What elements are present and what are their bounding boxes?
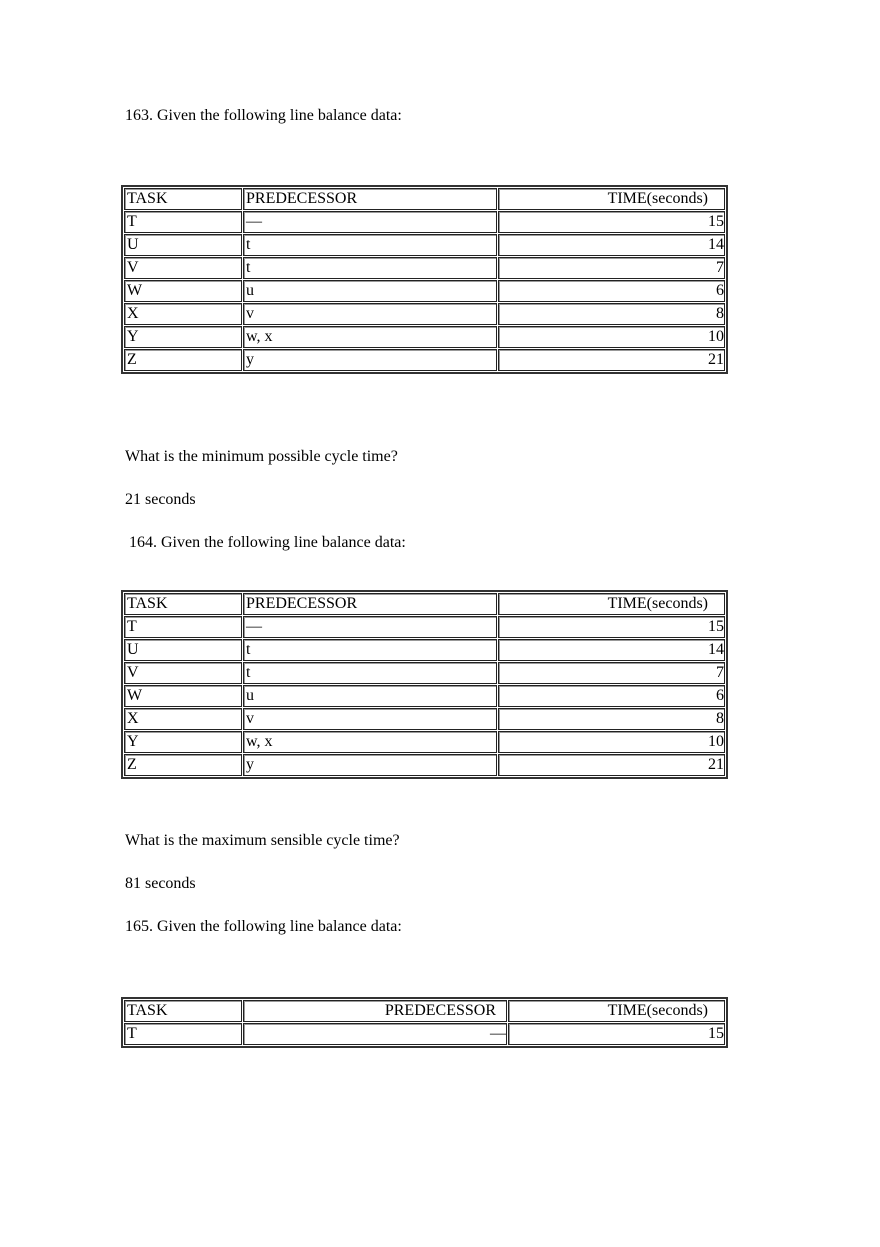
- task-cell: X: [124, 708, 242, 730]
- time-cell: 15: [508, 1023, 725, 1045]
- time-cell: 21: [498, 754, 725, 776]
- question-164-prompt: What is the maximum sensible cycle time?: [125, 832, 400, 849]
- predecessor-cell: —: [243, 1023, 507, 1045]
- predecessor-cell: y: [243, 349, 497, 371]
- table-row: [124, 280, 725, 302]
- line-balance-table-165: [121, 997, 728, 1048]
- table-row: [124, 708, 725, 730]
- task-cell: Y: [124, 731, 242, 753]
- table-header-row: [124, 188, 725, 210]
- question-163-answer: 21 seconds: [125, 491, 196, 508]
- table-row: [124, 211, 725, 233]
- header-time: TIME(seconds): [498, 188, 725, 210]
- header-task: TASK: [124, 188, 242, 210]
- table-row: [124, 754, 725, 776]
- task-cell: W: [124, 280, 242, 302]
- task-cell: T: [124, 1023, 242, 1045]
- time-cell: 8: [498, 708, 725, 730]
- predecessor-cell: —: [243, 211, 497, 233]
- task-cell: W: [124, 685, 242, 707]
- task-cell: U: [124, 234, 242, 256]
- task-cell: U: [124, 639, 242, 661]
- header-predecessor: PREDECESSOR: [243, 593, 497, 615]
- line-balance-table-163: [121, 185, 728, 374]
- header-task: TASK: [124, 1000, 242, 1022]
- table-row: [124, 326, 725, 348]
- header-task: TASK: [124, 593, 242, 615]
- time-cell: 14: [498, 639, 725, 661]
- time-cell: 7: [498, 662, 725, 684]
- question-164-heading: 164. Given the following line balance data:: [125, 534, 406, 551]
- time-cell: 6: [498, 280, 725, 302]
- header-time: TIME(seconds): [508, 1000, 725, 1022]
- table-row: [124, 349, 725, 371]
- predecessor-cell: u: [243, 280, 497, 302]
- table-row: [124, 234, 725, 256]
- time-cell: 10: [498, 731, 725, 753]
- table-row: [124, 1023, 725, 1045]
- task-cell: V: [124, 257, 242, 279]
- predecessor-cell: t: [243, 234, 497, 256]
- time-cell: 6: [498, 685, 725, 707]
- table-row: [124, 662, 725, 684]
- predecessor-cell: v: [243, 303, 497, 325]
- predecessor-cell: t: [243, 639, 497, 661]
- table-header-row: [124, 593, 725, 615]
- task-cell: T: [124, 616, 242, 638]
- predecessor-cell: t: [243, 662, 497, 684]
- time-cell: 15: [498, 211, 725, 233]
- time-cell: 7: [498, 257, 725, 279]
- table-row: [124, 616, 725, 638]
- time-cell: 21: [498, 349, 725, 371]
- task-cell: Z: [124, 349, 242, 371]
- question-164-answer: 81 seconds: [125, 875, 196, 892]
- predecessor-cell: t: [243, 257, 497, 279]
- time-cell: 8: [498, 303, 725, 325]
- task-cell: X: [124, 303, 242, 325]
- header-predecessor: PREDECESSOR: [243, 1000, 507, 1022]
- predecessor-cell: y: [243, 754, 497, 776]
- header-predecessor: PREDECESSOR: [243, 188, 497, 210]
- table-row: [124, 639, 725, 661]
- time-cell: 10: [498, 326, 725, 348]
- question-163-heading: 163. Given the following line balance data:: [125, 107, 402, 124]
- table-header-row: [124, 1000, 725, 1022]
- task-cell: T: [124, 211, 242, 233]
- predecessor-cell: v: [243, 708, 497, 730]
- table-row: [124, 257, 725, 279]
- task-cell: V: [124, 662, 242, 684]
- predecessor-cell: w, x: [243, 326, 497, 348]
- predecessor-cell: —: [243, 616, 497, 638]
- question-165-heading: 165. Given the following line balance data:: [125, 918, 402, 935]
- predecessor-cell: u: [243, 685, 497, 707]
- task-cell: Y: [124, 326, 242, 348]
- line-balance-table-164: [121, 590, 728, 779]
- time-cell: 15: [498, 616, 725, 638]
- time-cell: 14: [498, 234, 725, 256]
- table-row: [124, 731, 725, 753]
- task-cell: Z: [124, 754, 242, 776]
- table-row: [124, 685, 725, 707]
- predecessor-cell: w, x: [243, 731, 497, 753]
- header-time: TIME(seconds): [498, 593, 725, 615]
- table-row: [124, 303, 725, 325]
- question-163-prompt: What is the minimum possible cycle time?: [125, 448, 398, 465]
